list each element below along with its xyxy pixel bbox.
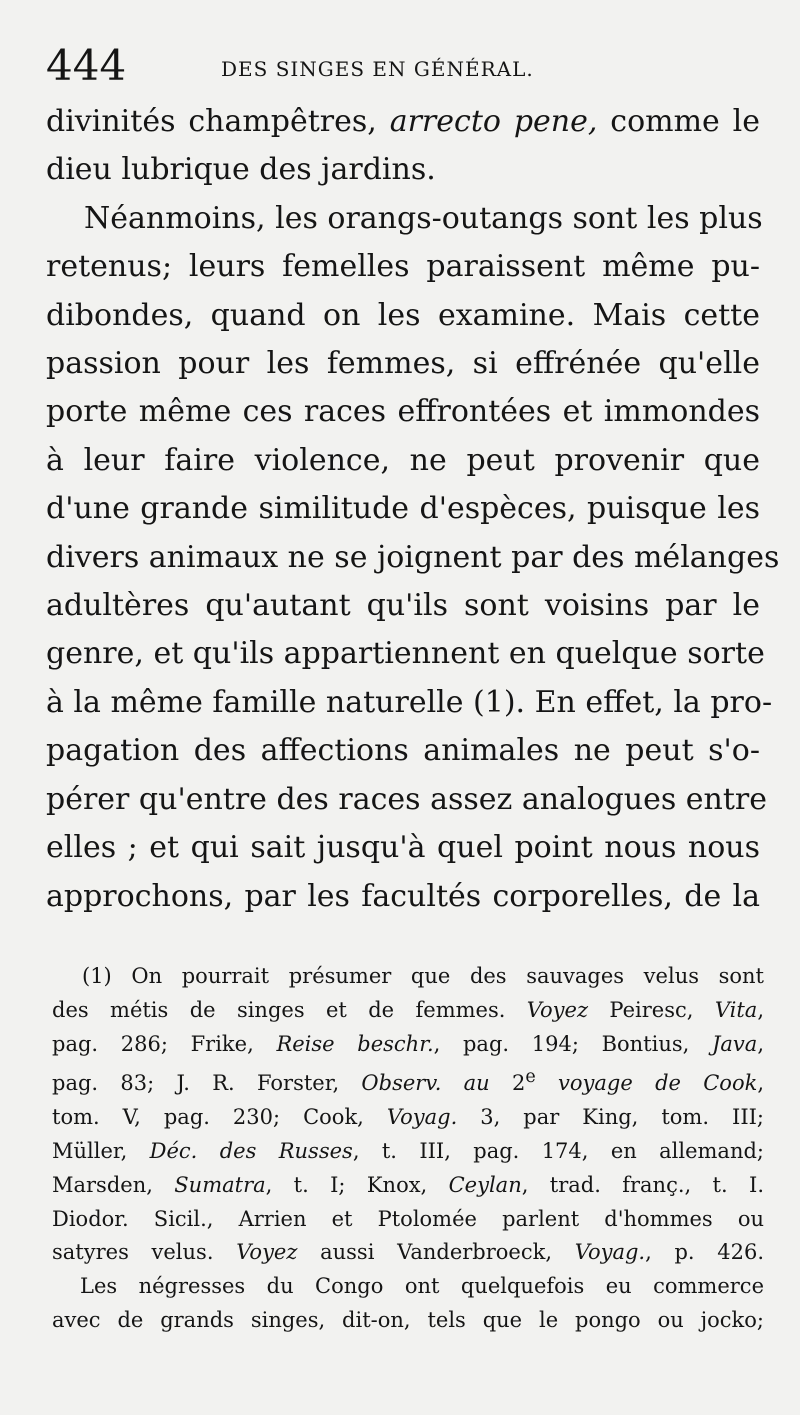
paragraph-first-line: Néanmoins, les orangs-outangs sont les plus xyxy=(84,200,763,236)
body-line: à la même famille naturelle (1). En effet, la pro- xyxy=(46,684,773,720)
body-line: divinités champêtres, arrecto pene, comme le xyxy=(46,104,760,139)
footnote-line: des métis de singes et de femmes. Voyez Peiresc, Vita, xyxy=(52,997,764,1022)
body-line: divers animaux ne se joignent par des mélanges xyxy=(46,539,780,575)
running-title: DES SINGES EN GÉNÉRAL. xyxy=(221,57,534,81)
page-header xyxy=(46,40,766,96)
body-line: passion pour les femmes, si effrénée qu'elle xyxy=(46,346,760,382)
page-number: 444 xyxy=(46,41,127,90)
body-line: d'une grande similitude d'espèces, puisque les xyxy=(46,491,760,527)
footnote-line: (1) On pourrait présumer que des sauvages velus sont xyxy=(82,964,764,988)
body-line: pérer qu'entre des races assez analogues entre xyxy=(46,781,768,817)
footnote-line: satyres velus. Voyez aussi Vanderbroeck, Voyag., p. 426. xyxy=(52,1240,765,1265)
body-line: approchons, par les facultés corporelles, de la xyxy=(46,878,760,914)
footnote-line: tom. V, pag. 230; Cook, Voyag. 3, par King, tom. III; xyxy=(52,1105,764,1130)
footnote-line: Les négresses du Congo ont quelquefois eu commerce xyxy=(80,1274,764,1299)
body-line: à leur faire violence, ne peut provenir que xyxy=(46,442,760,478)
footnote-line: avec de grands singes, dit-on, tels que le pongo ou jocko; xyxy=(52,1307,764,1332)
footnote-line: Marsden, Sumatra, t. I; Knox, Ceylan, trad. franç., t. I. xyxy=(52,1172,764,1197)
footnote-line: Diodor. Sicil., Arrien et Ptolomée parlent d'hommes ou xyxy=(52,1206,764,1231)
body-text xyxy=(46,98,780,921)
footnotes xyxy=(52,960,764,1338)
body-line: genre, et qu'ils appartiennent en quelque sorte xyxy=(46,636,765,672)
footnote-line: pag. 83; J. R. Forster, Observ. au 2e voyage de Cook, xyxy=(52,1067,765,1096)
body-line: porte même ces races effrontées et immondes xyxy=(46,394,760,430)
body-line: adultères qu'autant qu'ils sont voisins par le xyxy=(46,588,760,624)
body-line: retenus; leurs femelles paraissent même pu- xyxy=(46,249,760,285)
body-line: dieu lubrique des jardins. xyxy=(46,152,436,188)
body-line: elles ; et qui sait jusqu'à quel point nous nous xyxy=(46,830,760,866)
body-line: pagation des affections animales ne peut s'o- xyxy=(46,733,760,769)
body-line: dibondes, quand on les examine. Mais cette xyxy=(46,297,760,333)
footnote-line: pag. 286; Frike, Reise beschr., pag. 194; Bontius, Java, xyxy=(52,1031,764,1056)
footnote-line: Müller, Déc. des Russes, t. III, pag. 174, en allemand; xyxy=(52,1138,764,1163)
